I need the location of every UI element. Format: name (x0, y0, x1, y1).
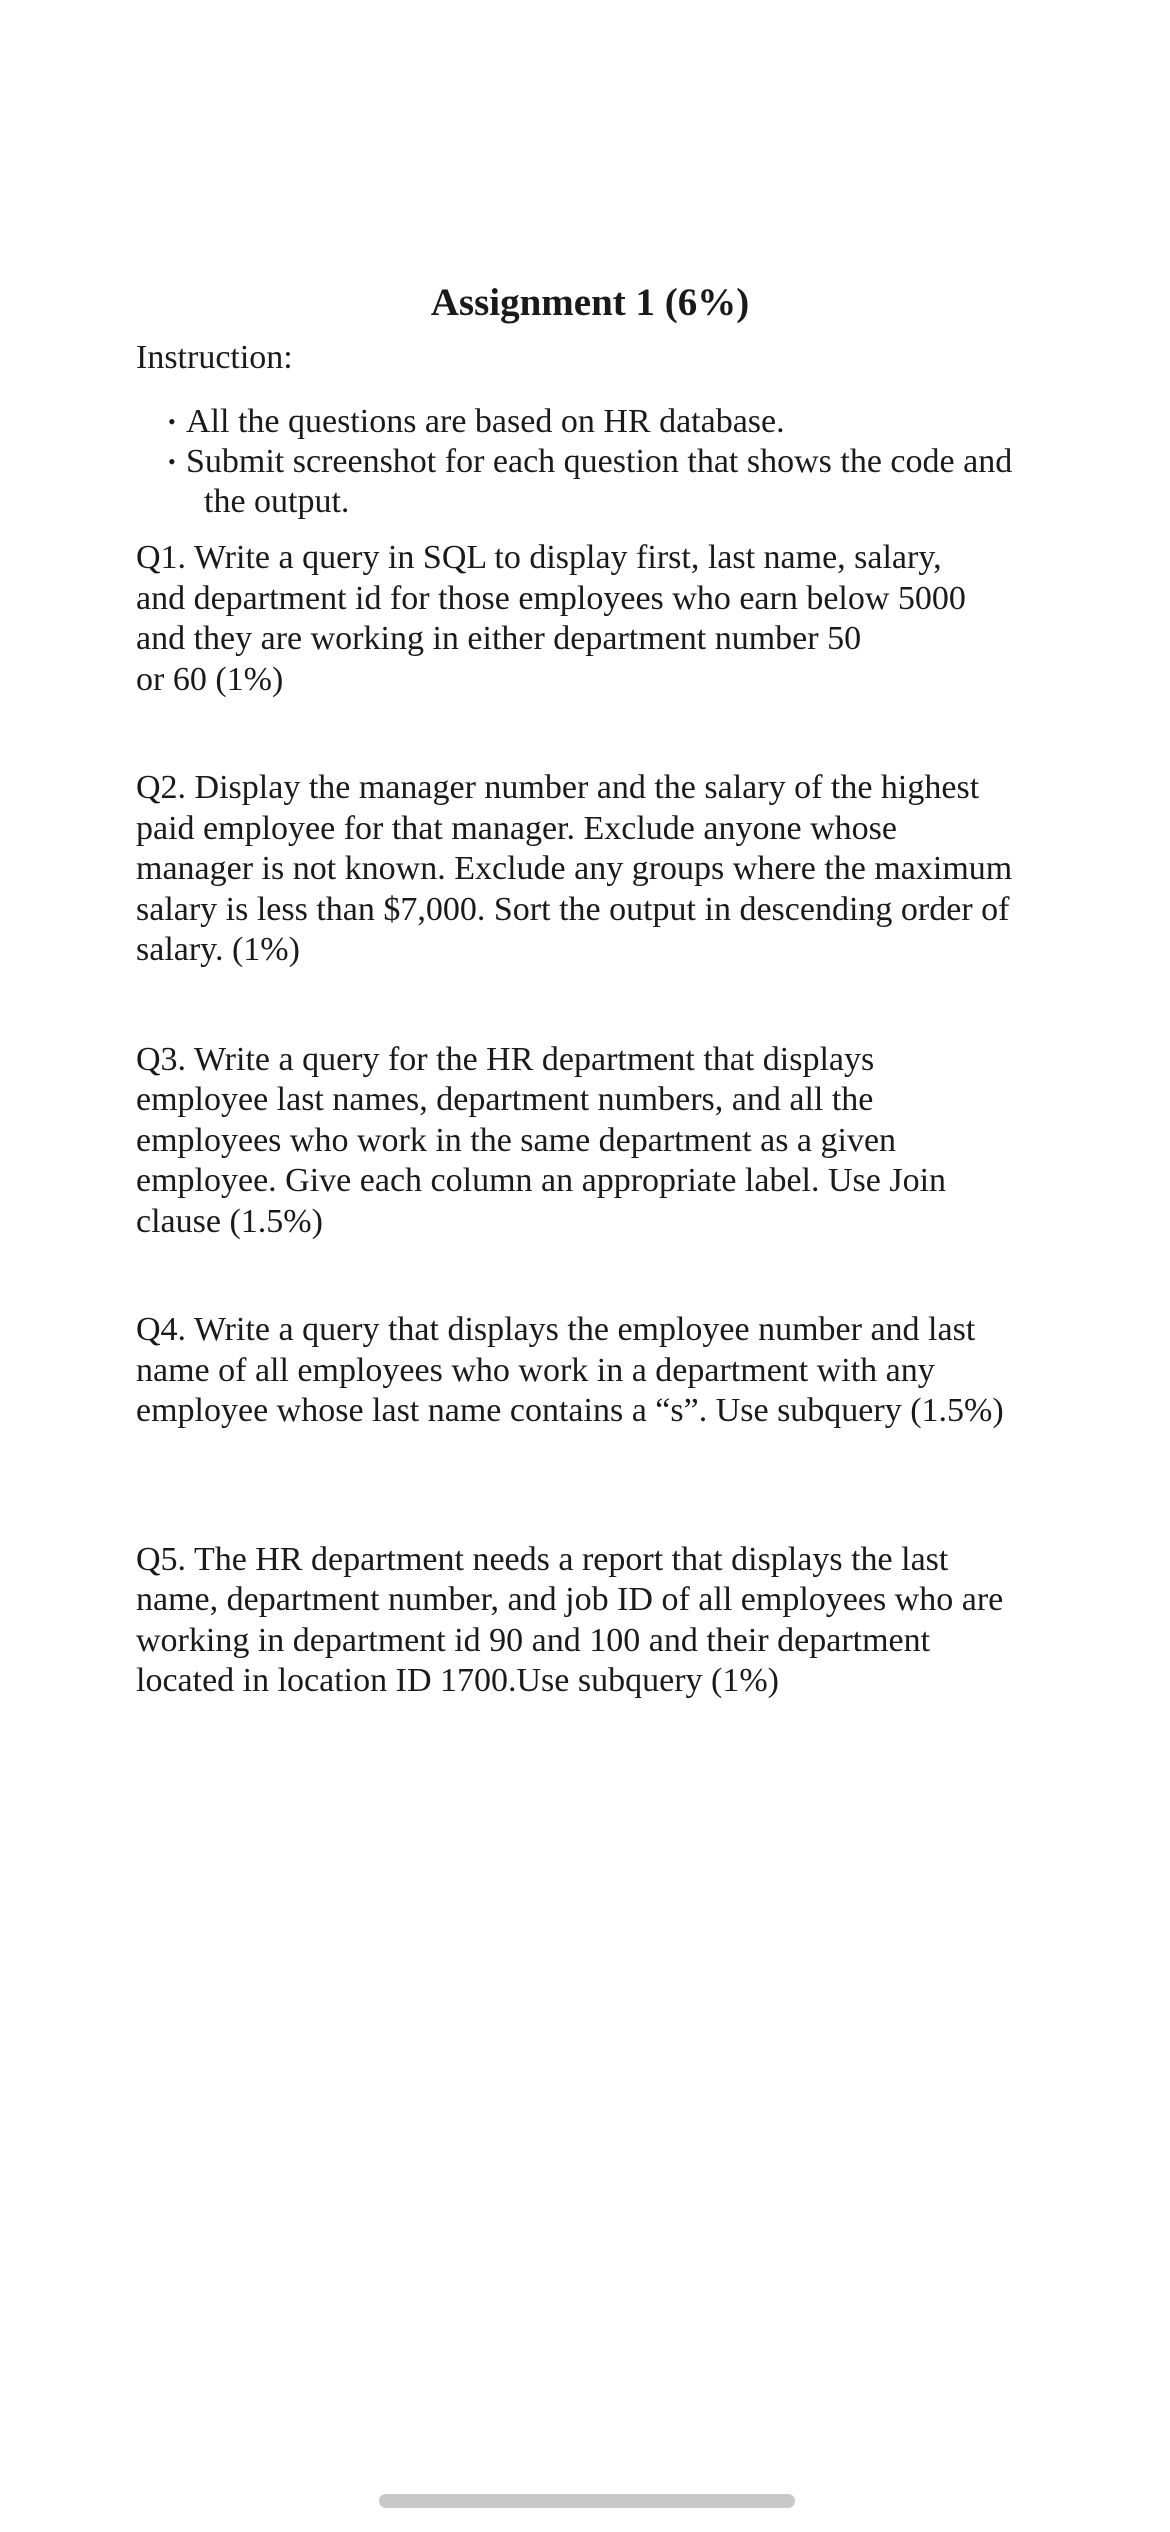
home-indicator[interactable] (379, 2494, 795, 2508)
question-1: Q1. Write a query in SQL to display first, last name, salary, and department id for those employees who earn below 5000 and they are working in either department number 50 or 60 (1%) (136, 539, 966, 698)
instruction-list (136, 402, 1036, 522)
question-3: Q3. Write a query for the HR department that displays employee last names, department numbers, and all the employees who work in the same department as a given employee. Give each column an appropriate label. Use Join clause (1.5%) (136, 1040, 947, 1240)
instruction-item (136, 402, 1036, 442)
instruction-label: Instruction: (136, 339, 293, 376)
bullet-icon: • (168, 409, 176, 434)
instruction-item (136, 442, 1036, 522)
bullet-icon: • (168, 449, 176, 474)
instruction-item-text: Submit screenshot for each question that shows the code and the output. (186, 443, 1013, 520)
question-5: Q5. The HR department needs a report that displays the last name, department number, and job ID of all employees who are working in department id 90 and 100 and their department located in location ID 1700.Use subquery (1%) (136, 1540, 1004, 1699)
question-2: Q2. Display the manager number and the salary of the highest paid employee for that manager. Exclude anyone whose manager is not known. Exclude any groups where the maximum salary is less than $7,000. Sort the output in descending order of salary. (1%) (136, 769, 1013, 968)
document-title: Assignment 1 (6%) (430, 281, 750, 324)
instruction-item-text: All the questions are based on HR database. (186, 403, 785, 440)
document-page (136, 270, 1036, 1702)
question-4: Q4. Write a query that displays the employee number and last name of all employees who work in a department with any employee whose last name contains a “s”. Use subquery (1.5%) (136, 1311, 1004, 1429)
